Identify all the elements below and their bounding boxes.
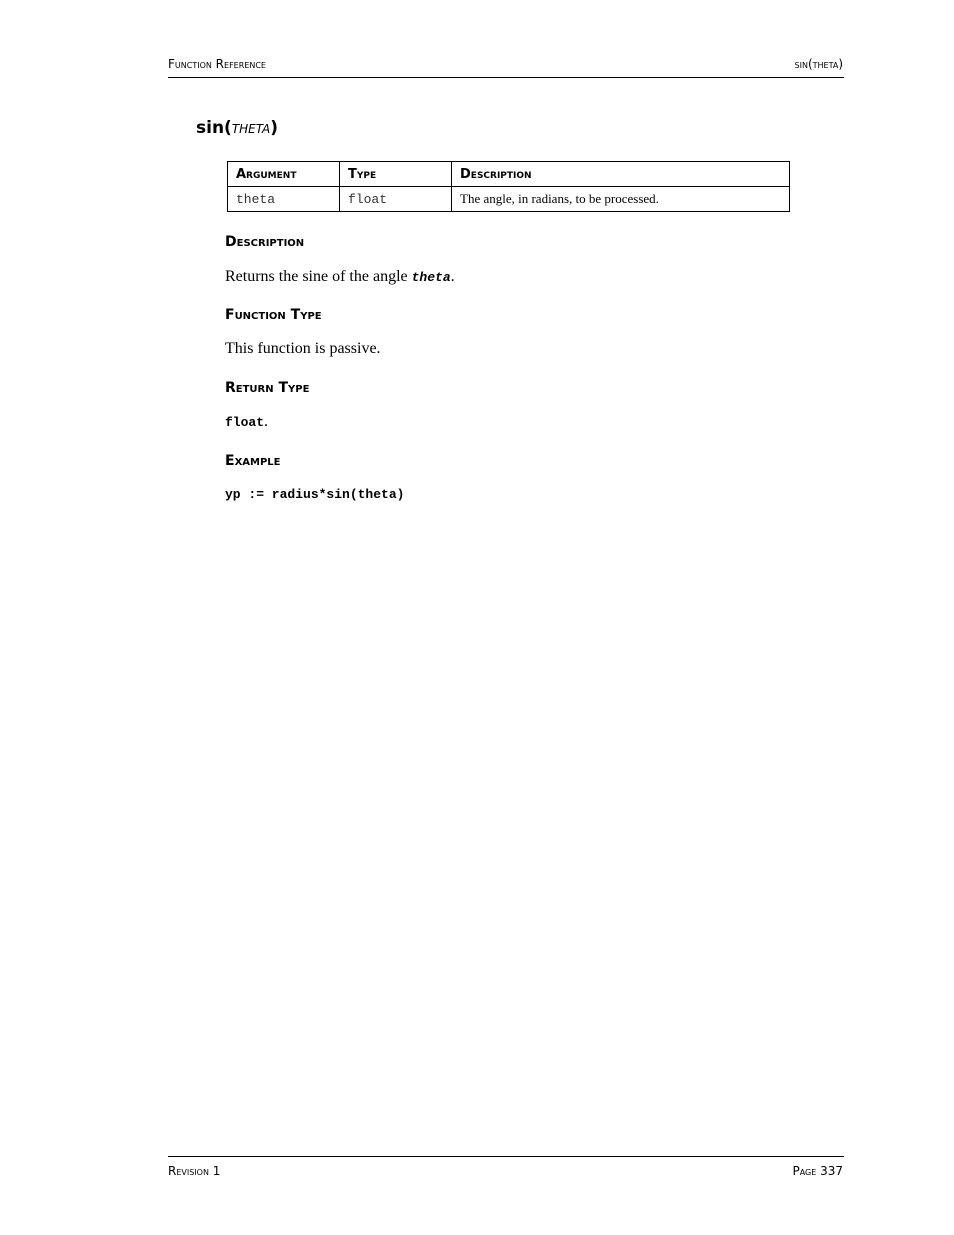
- return-type-code: float: [225, 415, 265, 430]
- function-type-text: This function is passive.: [225, 340, 381, 357]
- function-type-heading: Function Type: [225, 307, 322, 323]
- description-text-after: .: [450, 268, 455, 285]
- column-header-argument: Argument: [228, 162, 340, 187]
- return-type-heading: Return Type: [225, 380, 310, 396]
- description-code-theta: theta: [411, 270, 451, 285]
- column-header-description: Description: [452, 162, 790, 187]
- page-footer: [168, 1156, 844, 1181]
- description-text: [225, 268, 455, 286]
- footer-page-number: Page 337: [792, 1164, 843, 1178]
- cell-type: float: [340, 187, 452, 212]
- header-function-name: sin(theta): [794, 57, 843, 71]
- function-title-close: ): [270, 118, 278, 138]
- argument-table: [227, 161, 790, 212]
- description-heading: Description: [225, 234, 305, 250]
- table-header-row: [228, 162, 790, 187]
- table-row: [228, 187, 790, 212]
- example-heading: Example: [225, 453, 281, 469]
- function-title: [196, 118, 278, 138]
- cell-argument: theta: [228, 187, 340, 212]
- column-header-type: Type: [340, 162, 452, 187]
- example-code: yp := radius*sin(theta): [225, 487, 405, 502]
- description-text-before: Returns the sine of the angle: [225, 268, 412, 285]
- function-title-argument: theta: [231, 118, 271, 138]
- cell-description: The angle, in radians, to be processed.: [452, 187, 790, 212]
- header-section-title: Function Reference: [168, 57, 266, 71]
- return-type-text-after: .: [264, 413, 269, 430]
- footer-revision: Revision 1: [168, 1164, 221, 1178]
- function-title-name: sin(: [196, 118, 232, 138]
- return-type-text: [225, 413, 268, 431]
- page-header: [168, 55, 844, 78]
